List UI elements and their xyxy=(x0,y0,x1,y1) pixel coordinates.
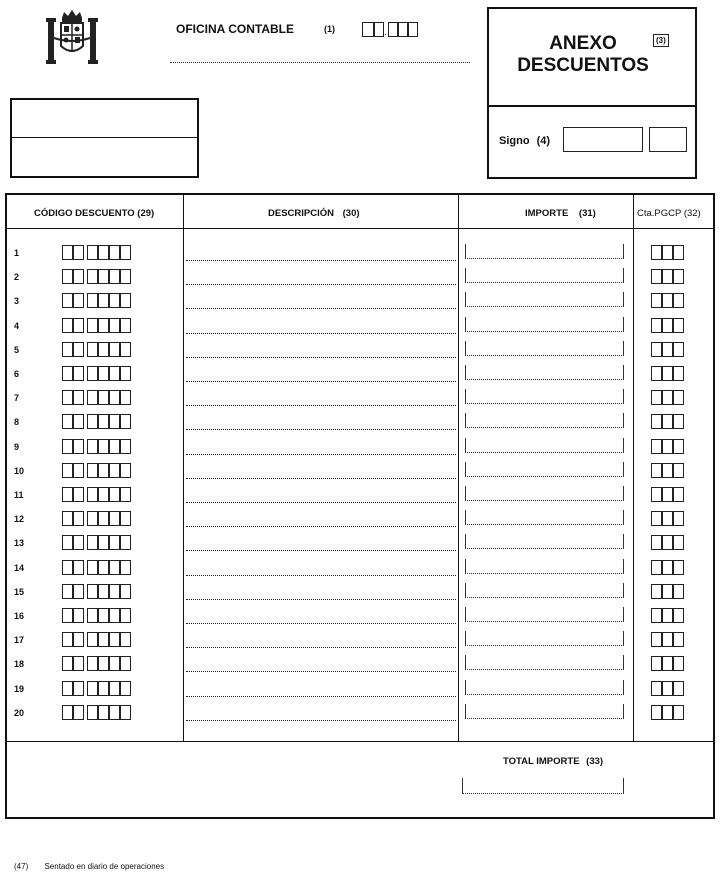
codigo-descuento-field[interactable] xyxy=(62,463,131,478)
descripcion-field[interactable] xyxy=(186,333,456,334)
importe-field[interactable] xyxy=(465,268,624,283)
coat-of-arms-logo xyxy=(44,8,100,68)
anexo-divider xyxy=(489,105,695,107)
cta-pgcp-field[interactable] xyxy=(651,318,684,333)
oficina-contable-underline xyxy=(170,62,470,63)
descripcion-field[interactable] xyxy=(186,599,456,600)
importe-field[interactable] xyxy=(465,607,624,622)
col-divider-1 xyxy=(183,195,184,742)
cta-pgcp-field[interactable] xyxy=(651,414,684,429)
cta-pgcp-field[interactable] xyxy=(651,656,684,671)
codigo-descuento-field[interactable] xyxy=(62,342,131,357)
cta-pgcp-field[interactable] xyxy=(651,705,684,720)
anexo-title: ANEXO DESCUENTOS xyxy=(517,33,649,76)
footer-note: (47) Sentado en diario de operaciones xyxy=(14,862,165,871)
cta-pgcp-field[interactable] xyxy=(651,366,684,381)
descripcion-field[interactable] xyxy=(186,405,456,406)
descripcion-field[interactable] xyxy=(186,284,456,285)
descripcion-field[interactable] xyxy=(186,526,456,527)
importe-field[interactable] xyxy=(465,704,624,719)
codigo-descuento-field[interactable] xyxy=(62,487,131,502)
oficina-contable-label: OFICINA CONTABLE xyxy=(176,22,294,36)
signo-check-field[interactable] xyxy=(649,127,687,152)
row-number: 19 xyxy=(14,684,25,694)
col-divider-2 xyxy=(458,195,459,742)
codigo-descuento-field[interactable] xyxy=(62,535,131,550)
left-blank-box[interactable] xyxy=(10,98,199,178)
codigo-descuento-field[interactable] xyxy=(62,414,131,429)
importe-field[interactable] xyxy=(465,244,624,259)
descripcion-field[interactable] xyxy=(186,429,456,430)
descripcion-field[interactable] xyxy=(186,454,456,455)
descripcion-field[interactable] xyxy=(186,381,456,382)
col-divider-3 xyxy=(633,195,634,742)
descripcion-field[interactable] xyxy=(186,478,456,479)
codigo-descuento-field[interactable] xyxy=(62,366,131,381)
descripcion-field[interactable] xyxy=(186,260,456,261)
cta-pgcp-field[interactable] xyxy=(651,560,684,575)
cta-pgcp-field[interactable] xyxy=(651,463,684,478)
cta-pgcp-field[interactable] xyxy=(651,681,684,696)
codigo-descuento-field[interactable] xyxy=(62,245,131,260)
importe-field[interactable] xyxy=(465,510,624,525)
codigo-descuento-field[interactable] xyxy=(62,318,131,333)
row-number: 13 xyxy=(14,538,25,548)
total-importe-field[interactable] xyxy=(462,778,624,794)
row-number: 9 xyxy=(14,442,20,452)
descripcion-field[interactable] xyxy=(186,575,456,576)
descripcion-field[interactable] xyxy=(186,623,456,624)
signo-field[interactable] xyxy=(563,127,643,152)
codigo-descuento-field[interactable] xyxy=(62,608,131,623)
importe-field[interactable] xyxy=(465,389,624,404)
signo-label: Signo (4) xyxy=(499,135,551,147)
left-box-divider xyxy=(12,137,197,138)
table-header-divider xyxy=(5,228,715,229)
row-number: 20 xyxy=(14,708,25,718)
importe-field[interactable] xyxy=(465,583,624,598)
row-number: 17 xyxy=(14,635,25,645)
codigo-descuento-field[interactable] xyxy=(62,390,131,405)
descripcion-field[interactable] xyxy=(186,720,456,721)
importe-field[interactable] xyxy=(465,462,624,477)
cta-pgcp-field[interactable] xyxy=(651,390,684,405)
col-header-cta-pgcp: Cta.PGCP (32) xyxy=(637,208,701,219)
row-number: 2 xyxy=(14,272,20,282)
importe-field[interactable] xyxy=(465,631,624,646)
descripcion-field[interactable] xyxy=(186,647,456,648)
row-number: 18 xyxy=(14,659,25,669)
cta-pgcp-field[interactable] xyxy=(651,584,684,599)
row-number: 8 xyxy=(14,417,20,427)
row-number: 6 xyxy=(14,369,20,379)
row-number: 3 xyxy=(14,296,20,306)
importe-field[interactable] xyxy=(465,365,624,380)
descripcion-field[interactable] xyxy=(186,502,456,503)
anexo-box xyxy=(487,7,697,179)
row-number: 14 xyxy=(14,563,25,573)
cta-pgcp-field[interactable] xyxy=(651,608,684,623)
table-body-bottom xyxy=(5,741,715,742)
importe-field[interactable] xyxy=(465,341,624,356)
cta-pgcp-field[interactable] xyxy=(651,487,684,502)
oficina-contable-ref: (1) xyxy=(324,24,335,34)
descripcion-field[interactable] xyxy=(186,308,456,309)
importe-field[interactable] xyxy=(465,438,624,453)
row-number: 7 xyxy=(14,393,20,403)
descripcion-field[interactable] xyxy=(186,696,456,697)
row-number: 12 xyxy=(14,514,25,524)
cta-pgcp-field[interactable] xyxy=(651,245,684,260)
codigo-descuento-field[interactable] xyxy=(62,439,131,454)
codigo-descuento-field[interactable] xyxy=(62,681,131,696)
cta-pgcp-field[interactable] xyxy=(651,342,684,357)
row-number: 16 xyxy=(14,611,25,621)
descripcion-field[interactable] xyxy=(186,357,456,358)
codigo-descuento-field[interactable] xyxy=(62,293,131,308)
codigo-descuento-field[interactable] xyxy=(62,584,131,599)
codigo-descuento-field[interactable] xyxy=(62,560,131,575)
cta-pgcp-field[interactable] xyxy=(651,632,684,647)
row-number: 15 xyxy=(14,587,25,597)
row-number: 10 xyxy=(14,466,25,476)
cta-pgcp-field[interactable] xyxy=(651,439,684,454)
anexo-ref: (3) xyxy=(653,34,669,47)
cta-pgcp-field[interactable] xyxy=(651,535,684,550)
col-header-descripcion: DESCRIPCIÓN (30) xyxy=(268,208,360,219)
row-number: 4 xyxy=(14,321,20,331)
row-number: 1 xyxy=(14,248,20,258)
row-number: 11 xyxy=(14,490,24,500)
descripcion-field[interactable] xyxy=(186,671,456,672)
total-importe-label: TOTAL IMPORTE (33) xyxy=(503,756,604,767)
importe-field[interactable] xyxy=(465,486,624,501)
codigo-descuento-field[interactable] xyxy=(62,656,131,671)
importe-field[interactable] xyxy=(465,292,624,307)
row-number: 5 xyxy=(14,345,20,355)
codigo-descuento-field[interactable] xyxy=(62,511,131,526)
importe-field[interactable] xyxy=(465,317,624,332)
importe-field[interactable] xyxy=(465,534,624,549)
cta-pgcp-field[interactable] xyxy=(651,269,684,284)
descripcion-field[interactable] xyxy=(186,550,456,551)
importe-field[interactable] xyxy=(465,559,624,574)
codigo-descuento-field[interactable] xyxy=(62,705,131,720)
codigo-descuento-field[interactable] xyxy=(62,269,131,284)
importe-field[interactable] xyxy=(465,680,624,695)
codigo-descuento-field[interactable] xyxy=(62,632,131,647)
col-header-codigo: CÓDIGO DESCUENTO (29) xyxy=(34,208,155,219)
main-table xyxy=(5,193,715,819)
cta-pgcp-field[interactable] xyxy=(651,293,684,308)
importe-field[interactable] xyxy=(465,413,624,428)
col-header-importe: IMPORTE (31) xyxy=(525,208,596,219)
oficina-code-field[interactable]: . xyxy=(362,22,418,37)
cta-pgcp-field[interactable] xyxy=(651,511,684,526)
importe-field[interactable] xyxy=(465,655,624,670)
